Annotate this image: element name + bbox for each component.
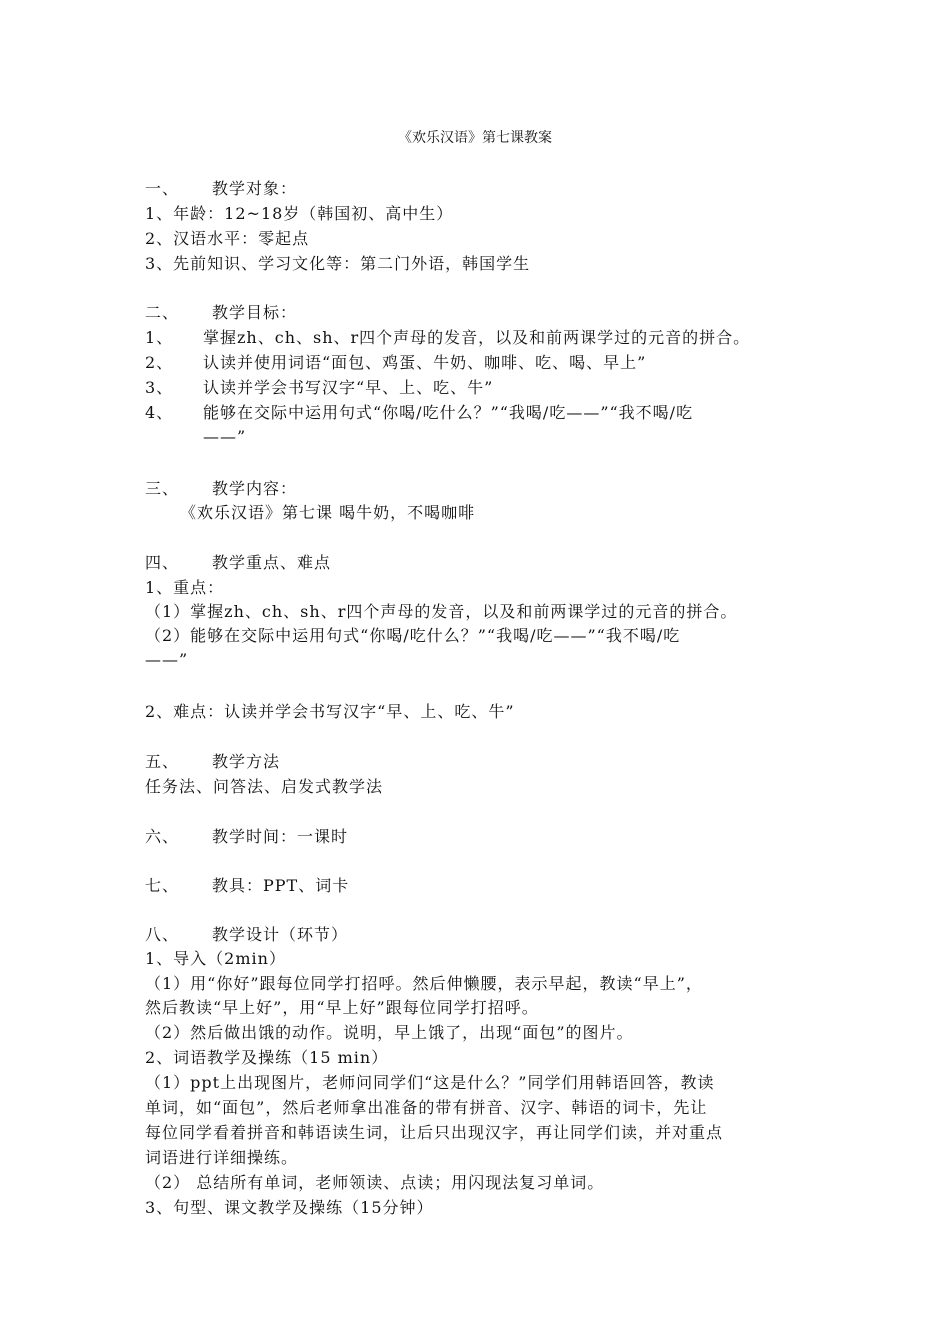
goal-text: 能够在交际中运用句式“你喝/吃什么？”“我喝/吃——”“我不喝/吃 — [203, 403, 694, 422]
goal-item — [145, 351, 646, 375]
document-title: 《欢乐汉语》第七课教案 — [398, 130, 552, 146]
goal-text: 认读并学会书写汉字“早、上、吃、牛” — [203, 378, 494, 397]
section-title: 教学时间：一课时 — [212, 827, 349, 846]
goal-text-continued: ——” — [203, 427, 247, 446]
section-4-heading — [145, 551, 331, 575]
section-number: 六、 — [145, 827, 180, 846]
goal-item — [145, 376, 493, 400]
goal-number: 2、 — [145, 353, 174, 372]
section-title: 教学对象： — [212, 179, 298, 198]
section-number: 七、 — [145, 876, 180, 895]
goal-number: 1、 — [145, 328, 174, 347]
goal-item — [145, 326, 750, 350]
section-6-heading — [145, 825, 348, 849]
section-2-heading — [145, 301, 297, 325]
goal-item — [145, 401, 693, 425]
section-number: 八、 — [145, 925, 180, 944]
section-1-item: 1、年龄：12~18岁（韩国初、高中生） — [145, 204, 454, 223]
section-1-item: 3、先前知识、学习文化等：第二门外语，韩国学生 — [145, 254, 531, 273]
section-title: 教学方法 — [212, 752, 281, 771]
section-number: 四、 — [145, 553, 180, 572]
section-1-item: 2、汉语水平：零起点 — [145, 229, 310, 248]
design-line: 每位同学看着拼音和韩语读生词，让后只出现汉字，再让同学们读，并对重点 — [145, 1123, 724, 1142]
section-title: 教学设计（环节） — [212, 925, 349, 944]
goal-text: 认读并使用词语“面包、鸡蛋、牛奶、咖啡、吃、喝、早上” — [203, 353, 647, 372]
section-1-heading — [145, 177, 297, 201]
key-point-label: 1、重点： — [145, 578, 225, 597]
section-8-heading — [145, 923, 348, 947]
design-line: 然后教读“早上好”，用“早上好”跟每位同学打招呼。 — [145, 998, 539, 1017]
section-title: 教具：PPT、词卡 — [212, 876, 350, 895]
design-line: （1）用“你好”跟每位同学打招呼。然后伸懒腰，表示早起，教读“早上”， — [145, 974, 703, 993]
design-line: 3、句型、课文教学及操练（15分钟） — [145, 1198, 434, 1217]
section-number: 五、 — [145, 752, 180, 771]
section-5-heading — [145, 750, 280, 774]
content-text: 《欢乐汉语》第七课 喝牛奶，不喝咖啡 — [180, 503, 476, 522]
goal-text: 掌握zh、ch、sh、r四个声母的发音，以及和前两课学过的元音的拼合。 — [203, 328, 751, 347]
design-line: 单词，如“面包”，然后老师拿出准备的带有拼音、汉字、韩语的词卡，先让 — [145, 1098, 708, 1117]
method-text: 任务法、问答法、启发式教学法 — [145, 777, 384, 796]
section-number: 二、 — [145, 303, 180, 322]
section-title: 教学内容： — [212, 479, 298, 498]
design-line: （2）然后做出饿的动作。说明，早上饿了，出现“面包”的图片。 — [145, 1023, 634, 1042]
key-point-continued: ——” — [145, 650, 189, 669]
difficult-point: 2、难点：认读并学会书写汉字“早、上、吃、牛” — [145, 702, 515, 721]
section-title: 教学重点、难点 — [212, 553, 332, 572]
goal-number: 3、 — [145, 378, 174, 397]
section-7-heading — [145, 874, 349, 898]
key-point-item: （1）掌握zh、ch、sh、r四个声母的发音，以及和前两课学过的元音的拼合。 — [145, 602, 738, 621]
section-number: 三、 — [145, 479, 180, 498]
goal-number: 4、 — [145, 403, 174, 422]
section-number: 一、 — [145, 179, 180, 198]
section-3-heading — [145, 477, 297, 501]
key-point-item: （2）能够在交际中运用句式“你喝/吃什么？”“我喝/吃——”“我不喝/吃 — [145, 626, 681, 645]
design-line: 词语进行详细操练。 — [145, 1148, 299, 1167]
design-line: 1、导入（2min） — [145, 949, 286, 968]
design-line: （1）ppt上出现图片，老师问同学们“这是什么？”同学们用韩语回答，教读 — [145, 1073, 715, 1092]
section-title: 教学目标： — [212, 303, 298, 322]
design-line: （2） 总结所有单词，老师领读、点读；用闪现法复习单词。 — [145, 1173, 605, 1192]
design-line: 2、词语教学及操练（15 min） — [145, 1048, 389, 1067]
